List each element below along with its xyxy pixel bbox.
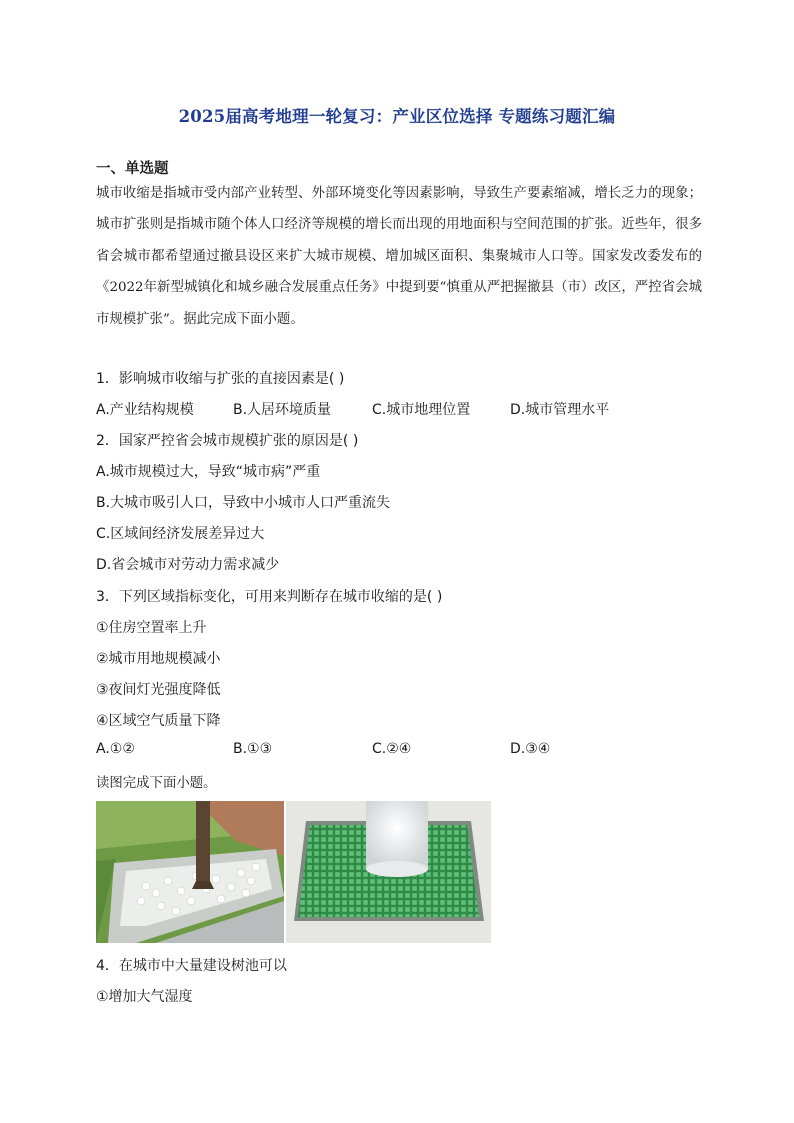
question-3-option-a: A.①② [96, 741, 135, 757]
reading-passage: 城市收缩是指城市受内部产业转型、外部环境变化等因素影响，导致生产要素缩减，增长乏力的现象；城市扩张则是指城市随个体人口经济等规模的增长而出现的用地面积与空间范围的扩张。近些年，很多省会城市都希望通过撤县设区来扩大城市规模、增加城区面积、集聚城市人口等。国家发改委发布的《2022年新型城镇化和城乡融合发展重点任务》中提到要“慎重从严把握撤县（市）改区，严控省会城市规模扩张”。据此完成下面小题。 [96, 186, 702, 327]
question-1-stem: 1．影响城市收缩与扩张的直接因素是( ) [96, 371, 345, 387]
tree-pit-figure [96, 801, 491, 943]
gravel-tree-pit-photo [96, 801, 284, 943]
question-3-option-c: C.②④ [372, 741, 412, 757]
question-2-stem: 2．国家严控省会城市规模扩张的原因是( ) [96, 433, 359, 449]
question-4-stem: 4．在城市中大量建设树池可以 [96, 958, 287, 974]
question-3-statement-2: ②城市用地规模减小 [96, 651, 221, 667]
grate-tree-pit-photo [286, 801, 491, 943]
question-3-statement-3: ③夜间灯光强度降低 [96, 682, 221, 698]
question-3-option-b: B.①③ [233, 741, 273, 757]
question-3-statement-1: ①住房空置率上升 [96, 620, 207, 636]
question-2-option-c: C.区域间经济发展差异过大 [96, 526, 265, 542]
question-2-option-b: B.大城市吸引人口，导致中小城市人口严重流失 [96, 495, 391, 511]
question-3-option-d: D.③④ [510, 741, 551, 757]
question-3-statement-4: ④区域空气质量下降 [96, 713, 221, 729]
question-1-option-c: C.城市地理位置 [372, 402, 471, 418]
section-heading: 一、单选题 [96, 161, 169, 177]
question-4-statement-1: ①增加大气湿度 [96, 989, 193, 1005]
question-2-option-a: A.城市规模过大，导致“城市病”严重 [96, 464, 321, 480]
document-title: 2025届高考地理一轮复习：产业区位选择 专题练习题汇编 [178, 107, 616, 126]
question-3-stem: 3．下列区域指标变化，可用来判断存在城市收缩的是( ) [96, 589, 443, 605]
figure-intro: 读图完成下面小题。 [96, 776, 217, 791]
question-1-option-d: D.城市管理水平 [510, 402, 610, 418]
question-2-option-d: D.省会城市对劳动力需求减少 [96, 557, 280, 573]
question-1-option-a: A.产业结构规模 [96, 402, 194, 418]
question-1-option-b: B.人居环境质量 [233, 402, 332, 418]
